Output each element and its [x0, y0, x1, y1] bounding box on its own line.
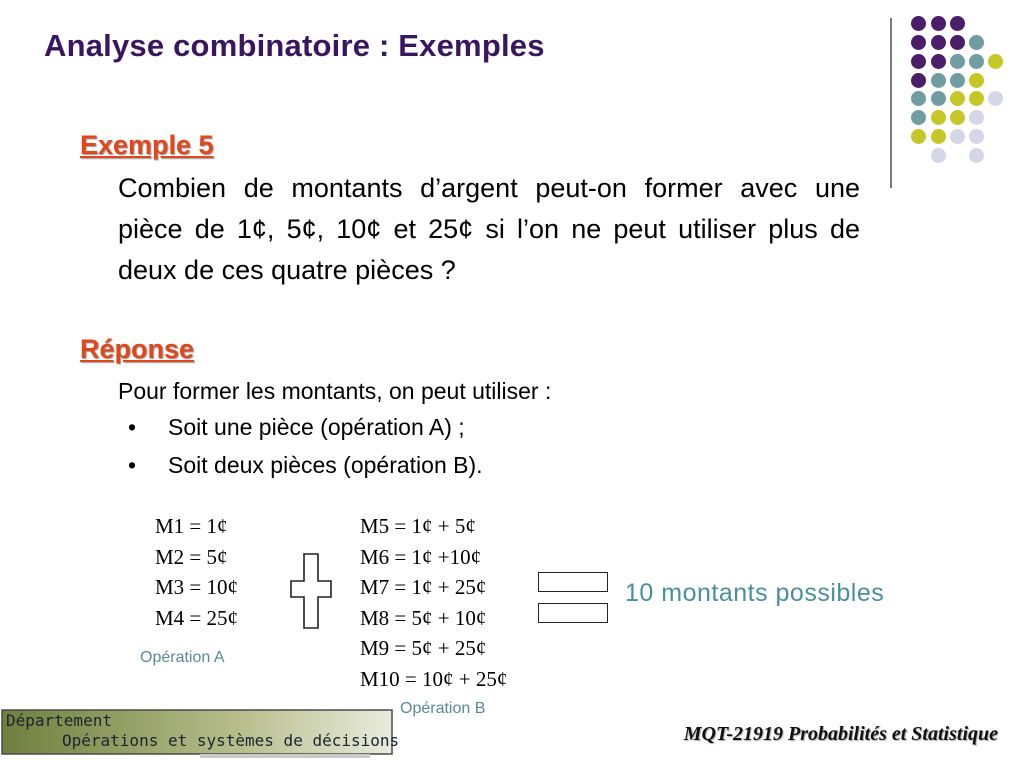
dot	[931, 54, 946, 69]
plus-icon	[290, 553, 332, 629]
department-line2: Opérations et systèmes de décisions	[62, 731, 400, 750]
dot	[931, 35, 946, 50]
dot	[931, 73, 946, 88]
result-text: 10 montants possibles	[625, 579, 885, 607]
dot	[969, 148, 984, 163]
dot	[950, 54, 965, 69]
list-item: M5 = 1¢ + 5¢	[360, 514, 476, 538]
dot	[911, 73, 926, 88]
list-item: M3 = 10¢	[155, 575, 239, 600]
course-footer: MQT-21919 Probabilités et Statistique	[683, 723, 998, 745]
dot	[911, 35, 926, 50]
dot	[988, 91, 1003, 106]
dot	[969, 129, 984, 144]
list-item: M7 = 1¢ + 25¢	[360, 575, 487, 600]
dot	[911, 129, 926, 144]
dot	[950, 91, 965, 106]
list-item: M8 = 5¢ + 10¢	[360, 605, 487, 630]
answer-intro: Pour former les montants, on peut utiliser :	[118, 378, 552, 404]
list-item: M2 = 5¢	[155, 544, 228, 569]
list-item	[128, 414, 483, 452]
operation-b-list	[360, 511, 507, 695]
list-item: M4 = 25¢	[155, 605, 239, 630]
dot	[911, 54, 926, 69]
answer-heading: Réponse	[80, 334, 195, 364]
list-item: M6 = 1¢ +10¢	[360, 544, 482, 569]
bullet-icon: •	[128, 452, 137, 478]
bullet-text: Soit une pièce (opération A) ;	[168, 414, 465, 440]
operation-a-label: Opération A	[140, 649, 225, 666]
list-item: M10 = 10¢ + 25¢	[360, 666, 508, 691]
list-item: M9 = 5¢ + 25¢	[360, 636, 487, 661]
bullet-text: Soit deux pièces (opération B).	[168, 452, 483, 478]
dot	[969, 73, 984, 88]
example-heading: Exemple 5	[80, 130, 214, 160]
dot	[950, 16, 965, 31]
equals-bar-top	[538, 572, 608, 592]
bullet-icon: •	[128, 414, 137, 440]
department-line1: Département	[6, 711, 112, 730]
question-text: Combien de montants d’argent peut-on former avec une pièce de 1¢, 5¢, 10¢ et 25¢ si l’on ne peut utiliser plus de deux de ces quatre pièces ?	[118, 173, 860, 285]
dot	[969, 54, 984, 69]
dot	[931, 16, 946, 31]
dot	[911, 110, 926, 125]
dot	[950, 129, 965, 144]
dot	[931, 110, 946, 125]
dot	[988, 54, 1003, 69]
dot	[931, 129, 946, 144]
dot	[911, 16, 926, 31]
slide-title: Analyse combinatoire : Exemples	[44, 28, 545, 63]
dot	[931, 148, 946, 163]
list-item	[128, 452, 483, 490]
dot	[969, 91, 984, 106]
equals-bar-bottom	[538, 603, 608, 623]
dot	[911, 91, 926, 106]
dot	[950, 73, 965, 88]
dot	[969, 35, 984, 50]
operation-b-label: Opération B	[400, 700, 486, 717]
list-item: M1 = 1¢	[155, 514, 228, 538]
answer-bullet-list	[128, 414, 483, 490]
dot	[931, 91, 946, 106]
operation-a-list	[155, 511, 238, 633]
vertical-divider	[890, 18, 892, 188]
dot	[950, 110, 965, 125]
dot	[950, 35, 965, 50]
dot	[969, 110, 984, 125]
